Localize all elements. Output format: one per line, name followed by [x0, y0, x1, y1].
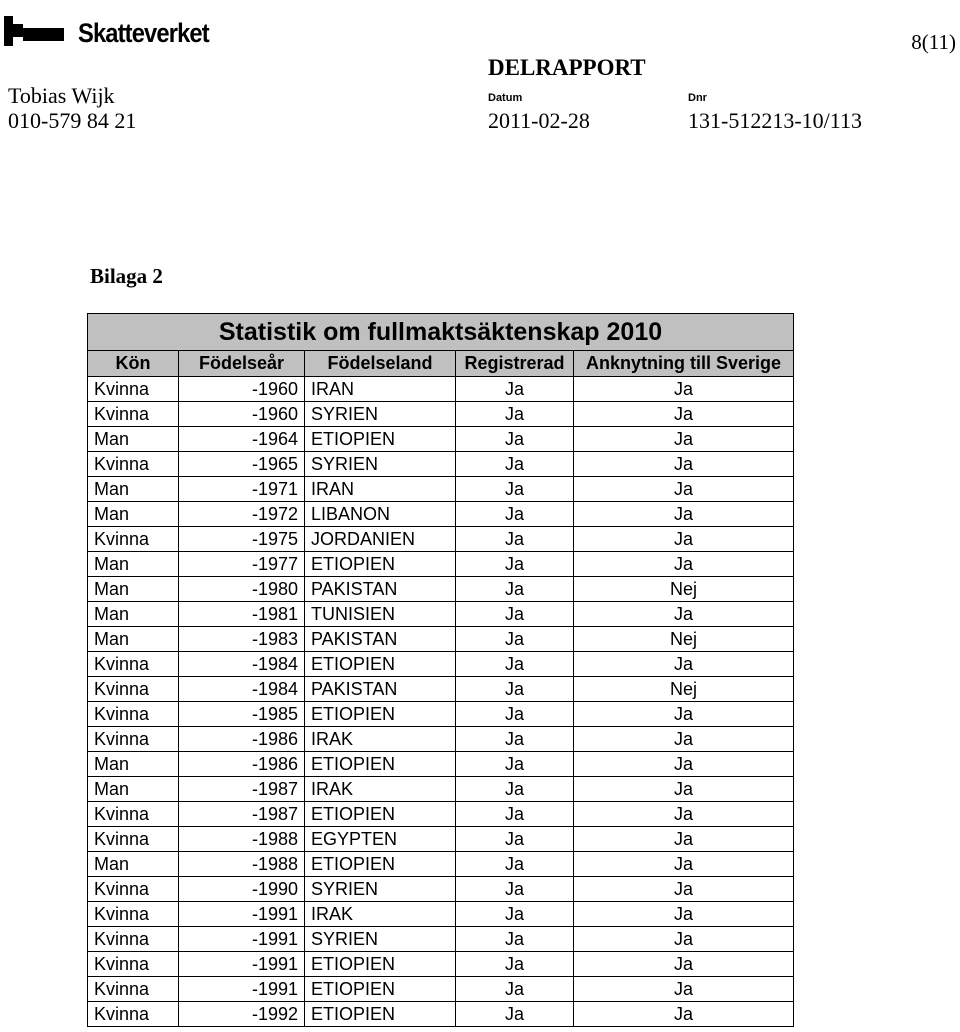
cell-fodelseland: IRAN	[305, 477, 456, 502]
cell-fodelsear: -1991	[179, 952, 305, 977]
cell-anknytning: Ja	[574, 727, 794, 752]
cell-kon: Kvinna	[88, 452, 179, 477]
cell-fodelseland: SYRIEN	[305, 877, 456, 902]
table-row	[88, 577, 794, 602]
cell-anknytning: Ja	[574, 827, 794, 852]
cell-kon: Kvinna	[88, 402, 179, 427]
cell-fodelsear: -1984	[179, 677, 305, 702]
cell-fodelseland: JORDANIEN	[305, 527, 456, 552]
table-row	[88, 527, 794, 552]
table-row	[88, 827, 794, 852]
cell-fodelseland: ETIOPIEN	[305, 702, 456, 727]
cell-fodelsear: -1980	[179, 577, 305, 602]
cell-fodelsear: -1981	[179, 602, 305, 627]
column-header-anknytning: Anknytning till Sverige	[574, 351, 794, 377]
column-header-kon: Kön	[88, 351, 179, 377]
cell-kon: Man	[88, 627, 179, 652]
cell-fodelseland: SYRIEN	[305, 927, 456, 952]
cell-anknytning: Ja	[574, 652, 794, 677]
table-row	[88, 377, 794, 402]
cell-fodelseland: PAKISTAN	[305, 627, 456, 652]
cell-fodelsear: -1986	[179, 727, 305, 752]
cell-registrerad: Ja	[456, 877, 574, 902]
table-row	[88, 627, 794, 652]
table-row	[88, 777, 794, 802]
column-header-fodelseland: Födelseland	[305, 351, 456, 377]
cell-anknytning: Ja	[574, 877, 794, 902]
table-row	[88, 602, 794, 627]
cell-kon: Man	[88, 777, 179, 802]
table-title-row	[88, 314, 794, 351]
cell-kon: Kvinna	[88, 827, 179, 852]
cell-registrerad: Ja	[456, 502, 574, 527]
table-title: Statistik om fullmaktsäktenskap 2010	[88, 314, 794, 351]
cell-fodelsear: -1988	[179, 852, 305, 877]
cell-kon: Man	[88, 602, 179, 627]
cell-anknytning: Ja	[574, 402, 794, 427]
cell-fodelsear: -1986	[179, 752, 305, 777]
cell-anknytning: Ja	[574, 427, 794, 452]
cell-fodelseland: LIBANON	[305, 502, 456, 527]
column-header-fodelsear: Födelseår	[179, 351, 305, 377]
cell-registrerad: Ja	[456, 777, 574, 802]
cell-registrerad: Ja	[456, 977, 574, 1002]
cell-fodelseland: IRAK	[305, 727, 456, 752]
cell-anknytning: Ja	[574, 852, 794, 877]
table-row	[88, 552, 794, 577]
cell-fodelseland: ETIOPIEN	[305, 952, 456, 977]
cell-registrerad: Ja	[456, 627, 574, 652]
cell-anknytning: Ja	[574, 452, 794, 477]
cell-fodelsear: -1983	[179, 627, 305, 652]
cell-registrerad: Ja	[456, 852, 574, 877]
date-value: 2011-02-28	[488, 108, 590, 133]
cell-kon: Man	[88, 502, 179, 527]
table-row	[88, 877, 794, 902]
cell-kon: Kvinna	[88, 802, 179, 827]
cell-kon: Kvinna	[88, 877, 179, 902]
table-row	[88, 477, 794, 502]
cell-fodelseland: IRAK	[305, 777, 456, 802]
table-row	[88, 502, 794, 527]
cell-kon: Kvinna	[88, 702, 179, 727]
cell-registrerad: Ja	[456, 527, 574, 552]
cell-registrerad: Ja	[456, 727, 574, 752]
cell-kon: Kvinna	[88, 727, 179, 752]
cell-registrerad: Ja	[456, 452, 574, 477]
cell-fodelseland: SYRIEN	[305, 402, 456, 427]
cell-fodelseland: ETIOPIEN	[305, 1002, 456, 1027]
cell-fodelseland: ETIOPIEN	[305, 652, 456, 677]
cell-fodelsear: -1990	[179, 877, 305, 902]
cell-fodelsear: -1991	[179, 977, 305, 1002]
cell-anknytning: Ja	[574, 902, 794, 927]
cell-fodelsear: -1964	[179, 427, 305, 452]
table-row	[88, 702, 794, 727]
cell-kon: Man	[88, 752, 179, 777]
cell-registrerad: Ja	[456, 552, 574, 577]
cell-anknytning: Ja	[574, 777, 794, 802]
table-row	[88, 652, 794, 677]
cell-registrerad: Ja	[456, 1002, 574, 1027]
cell-anknytning: Ja	[574, 502, 794, 527]
cell-kon: Man	[88, 477, 179, 502]
cell-registrerad: Ja	[456, 702, 574, 727]
cell-anknytning: Nej	[574, 577, 794, 602]
skatteverket-logo-icon	[4, 16, 64, 46]
cell-fodelseland: IRAK	[305, 902, 456, 927]
cell-anknytning: Ja	[574, 477, 794, 502]
table-row	[88, 677, 794, 702]
author-name: Tobias Wijk	[8, 83, 115, 108]
table-row	[88, 927, 794, 952]
cell-anknytning: Ja	[574, 952, 794, 977]
cell-anknytning: Ja	[574, 1002, 794, 1027]
cell-anknytning: Ja	[574, 552, 794, 577]
cell-fodelseland: SYRIEN	[305, 452, 456, 477]
author-phone: 010-579 84 21	[8, 108, 137, 133]
cell-fodelsear: -1971	[179, 477, 305, 502]
cell-fodelsear: -1988	[179, 827, 305, 852]
cell-fodelsear: -1991	[179, 902, 305, 927]
table-row	[88, 902, 794, 927]
cell-fodelseland: TUNISIEN	[305, 602, 456, 627]
cell-fodelsear: -1991	[179, 927, 305, 952]
cell-registrerad: Ja	[456, 402, 574, 427]
cell-anknytning: Ja	[574, 527, 794, 552]
cell-kon: Man	[88, 552, 179, 577]
table-row	[88, 727, 794, 752]
cell-fodelseland: ETIOPIEN	[305, 802, 456, 827]
cell-fodelsear: -1972	[179, 502, 305, 527]
cell-kon: Kvinna	[88, 952, 179, 977]
appendix-label: Bilaga 2	[90, 264, 163, 288]
cell-registrerad: Ja	[456, 427, 574, 452]
table-row	[88, 752, 794, 777]
cell-registrerad: Ja	[456, 577, 574, 602]
cell-registrerad: Ja	[456, 652, 574, 677]
cell-fodelsear: -1960	[179, 377, 305, 402]
cell-anknytning: Ja	[574, 802, 794, 827]
table-row	[88, 427, 794, 452]
cell-fodelseland: EGYPTEN	[305, 827, 456, 852]
cell-kon: Man	[88, 577, 179, 602]
cell-fodelsear: -1987	[179, 802, 305, 827]
cell-registrerad: Ja	[456, 752, 574, 777]
cell-fodelseland: ETIOPIEN	[305, 552, 456, 577]
cell-fodelseland: ETIOPIEN	[305, 977, 456, 1002]
table-row	[88, 452, 794, 477]
cell-anknytning: Ja	[574, 602, 794, 627]
cell-fodelsear: -1992	[179, 1002, 305, 1027]
cell-kon: Kvinna	[88, 927, 179, 952]
cell-anknytning: Ja	[574, 702, 794, 727]
date-label: Datum	[488, 92, 523, 104]
cell-registrerad: Ja	[456, 927, 574, 952]
cell-registrerad: Ja	[456, 827, 574, 852]
cell-kon: Kvinna	[88, 677, 179, 702]
cell-fodelsear: -1987	[179, 777, 305, 802]
cell-fodelseland: ETIOPIEN	[305, 752, 456, 777]
cell-fodelsear: -1977	[179, 552, 305, 577]
cell-fodelsear: -1985	[179, 702, 305, 727]
cell-anknytning: Nej	[574, 677, 794, 702]
dnr-value: 131-512213-10/113	[688, 108, 862, 133]
cell-fodelseland: IRAN	[305, 377, 456, 402]
cell-kon: Kvinna	[88, 652, 179, 677]
cell-fodelsear: -1965	[179, 452, 305, 477]
table-row	[88, 1002, 794, 1027]
cell-kon: Kvinna	[88, 377, 179, 402]
cell-registrerad: Ja	[456, 902, 574, 927]
cell-kon: Kvinna	[88, 527, 179, 552]
table-row	[88, 952, 794, 977]
cell-kon: Man	[88, 852, 179, 877]
cell-fodelsear: -1960	[179, 402, 305, 427]
cell-registrerad: Ja	[456, 952, 574, 977]
cell-fodelsear: -1984	[179, 652, 305, 677]
cell-kon: Kvinna	[88, 902, 179, 927]
cell-kon: Kvinna	[88, 1002, 179, 1027]
table-body	[88, 377, 794, 1027]
statistics-table	[87, 313, 794, 1027]
cell-anknytning: Nej	[574, 627, 794, 652]
cell-fodelseland: PAKISTAN	[305, 677, 456, 702]
cell-anknytning: Ja	[574, 977, 794, 1002]
brand-name: Skatteverket	[78, 18, 209, 48]
page-number: 8(11)	[911, 30, 956, 54]
cell-anknytning: Ja	[574, 752, 794, 777]
cell-registrerad: Ja	[456, 377, 574, 402]
cell-fodelsear: -1975	[179, 527, 305, 552]
document-type: DELRAPPORT	[488, 55, 646, 80]
cell-anknytning: Ja	[574, 927, 794, 952]
cell-registrerad: Ja	[456, 677, 574, 702]
cell-registrerad: Ja	[456, 477, 574, 502]
cell-fodelseland: PAKISTAN	[305, 577, 456, 602]
cell-registrerad: Ja	[456, 802, 574, 827]
cell-registrerad: Ja	[456, 602, 574, 627]
cell-fodelseland: ETIOPIEN	[305, 427, 456, 452]
cell-kon: Kvinna	[88, 977, 179, 1002]
table-header-row	[88, 351, 794, 377]
cell-fodelseland: ETIOPIEN	[305, 852, 456, 877]
dnr-label: Dnr	[688, 92, 707, 104]
cell-anknytning: Ja	[574, 377, 794, 402]
cell-kon: Man	[88, 427, 179, 452]
table-row	[88, 977, 794, 1002]
column-header-registrerad: Registrerad	[456, 351, 574, 377]
table-row	[88, 802, 794, 827]
table-row	[88, 402, 794, 427]
table-row	[88, 852, 794, 877]
